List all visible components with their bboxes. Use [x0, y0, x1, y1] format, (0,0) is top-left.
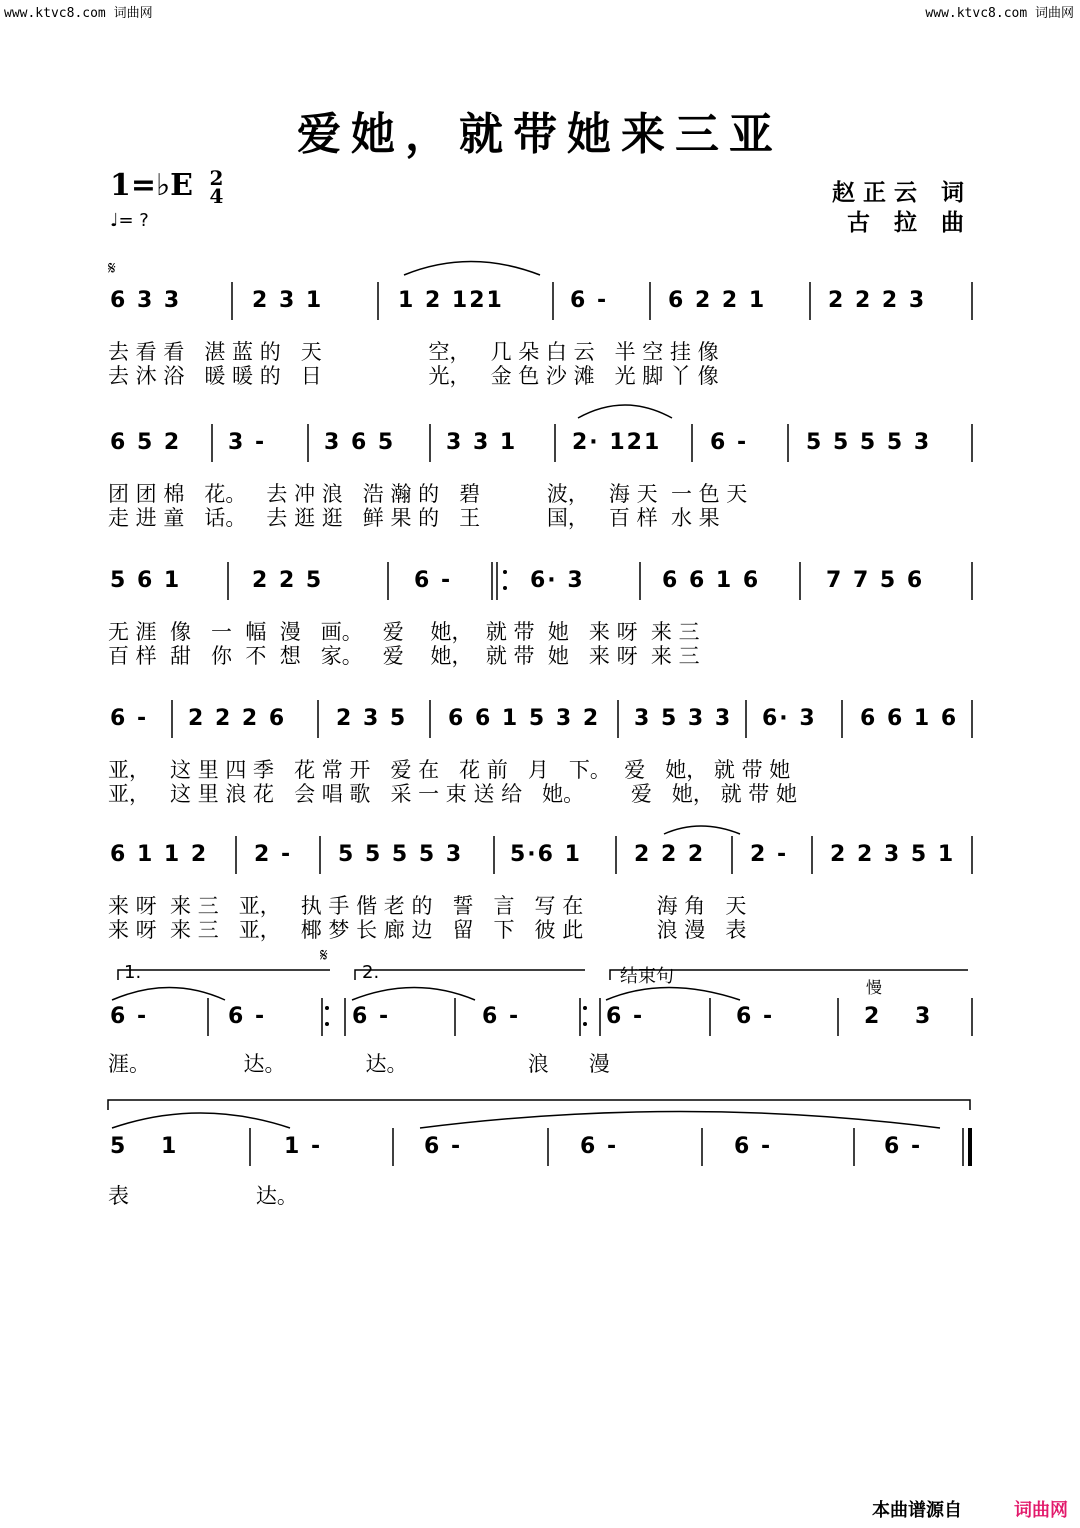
slur: [664, 826, 740, 834]
measure-2-3: 3 6 5: [324, 430, 396, 455]
measure-4-2: 2 2 2 6: [188, 706, 287, 731]
measure-5-5: 2 2 2: [634, 842, 706, 867]
measure-5-3: 5 5 5 5 3: [338, 842, 464, 867]
lyrics-verse-1-line-2: 团 团 棉 花。 去 冲 浪 浩 瀚 的 碧 波， 海 天 一 色 天: [108, 482, 748, 506]
measure-7-6: 6 -: [884, 1134, 923, 1159]
measure-6-7: 2 3: [864, 1004, 945, 1029]
measure-6-4: 6 -: [482, 1004, 521, 1029]
measure-6-6: 6 -: [736, 1004, 775, 1029]
lyrics-verse-2-line-3: 百 样 甜 你 不 想 家。 爱 她， 就 带 她 来 呀 来 三: [108, 644, 700, 668]
lyrics-line-6: 涯。 达。 达。 浪 漫: [108, 1052, 610, 1076]
measure-6-5: 6 -: [606, 1004, 645, 1029]
measure-6-2: 6 -: [228, 1004, 267, 1029]
measure-5-1: 6 1 1 2: [110, 842, 209, 867]
footer-source: 本曲谱源自: [872, 1500, 962, 1521]
lyrics-verse-1-line-5: 来 呀 来 三 亚， 执 手 偕 老 的 誓 言 写 在 海 角 天: [108, 894, 747, 918]
lyrics-verse-1-line-3: 无 涯 像 一 幅 漫 画。 爱 她， 就 带 她 来 呀 来 三: [108, 620, 700, 644]
measure-7-4: 6 -: [580, 1134, 619, 1159]
measure-2-4: 3 3 1: [446, 430, 518, 455]
measure-6-1: 6 -: [110, 1004, 149, 1029]
measure-4-4: 6 6 1 5 3 2: [448, 706, 601, 731]
composer-credit: 古 拉 曲: [846, 209, 972, 236]
measure-3-6: 7 7 5 6: [826, 568, 925, 593]
measure-7-1: 5 1: [110, 1134, 191, 1159]
lyricist-credit: 赵正云 词: [831, 179, 972, 206]
measure-1-2: 2 3 1: [252, 288, 324, 313]
measure-5-4: 5·6 1: [510, 842, 582, 867]
repeat-dot: [503, 586, 507, 590]
watermark-left: www.ktvc8.com 词曲网: [4, 6, 153, 21]
measure-1-6: 2 2 2 3: [828, 288, 927, 313]
time-top: 2: [209, 166, 224, 190]
measure-3-5: 6 6 1 6: [662, 568, 761, 593]
slur: [578, 405, 672, 418]
time-bottom: 4: [209, 184, 224, 208]
measure-1-3: 1 2 121: [398, 288, 504, 313]
measure-2-1: 6 5 2: [110, 430, 182, 455]
measure-3-1: 5 6 1: [110, 568, 182, 593]
ending-bracket-continued: [108, 1100, 970, 1110]
tie: [606, 988, 740, 1001]
lyrics-verse-2-line-2: 走 进 童 话。 去 逛 逛 鲜 果 的 王 国， 百 样 水 果: [108, 506, 720, 530]
measure-5-6: 2 -: [750, 842, 789, 867]
measure-7-3: 6 -: [424, 1134, 463, 1159]
measure-2-6: 6 -: [710, 430, 749, 455]
measure-4-5: 3 5 3 3: [634, 706, 733, 731]
measure-4-7: 6 6 1 6: [860, 706, 959, 731]
key-label: 1=♭E: [110, 168, 194, 203]
slow-tempo-mark: 慢: [866, 978, 883, 997]
volta-bracket-1: [118, 970, 330, 980]
measure-6-3: 6 -: [352, 1004, 391, 1029]
lyrics-verse-2-line-1: 去 沐 浴 暖 暖 的 日 光， 金 色 沙 滩 光 脚 丫 像: [108, 364, 719, 388]
repeat-dot: [325, 1022, 329, 1026]
measure-7-5: 6 -: [734, 1134, 773, 1159]
measure-5-7: 2 2 3 5 1: [830, 842, 956, 867]
tie: [420, 1112, 940, 1129]
repeat-dot: [583, 1022, 587, 1026]
volta-1-label: 1.: [124, 962, 142, 983]
tie: [112, 1113, 290, 1128]
measure-2-2: 3 -: [228, 430, 267, 455]
tie: [352, 988, 475, 1001]
lyrics-verse-2-line-5: 来 呀 来 三 亚， 椰 梦 长 廊 边 留 下 彼 此 浪 漫 表: [108, 918, 747, 942]
measure-1-4: 6 -: [570, 288, 609, 313]
repeat-dot: [583, 1006, 587, 1010]
lyrics-verse-1-line-4: 亚， 这 里 四 季 花 常 开 爱 在 花 前 月 下。 爱 她， 就 带 她: [108, 758, 791, 782]
page-title: 爱她，就带她来三亚: [297, 109, 783, 160]
measure-4-6: 6· 3: [762, 706, 817, 731]
segno-sign: 𝄋: [108, 258, 116, 279]
measure-1-1: 6 3 3: [110, 288, 182, 313]
repeat-dot: [325, 1006, 329, 1010]
watermark-right: www.ktvc8.com 词曲网: [925, 6, 1074, 21]
measure-7-2: 1 -: [284, 1134, 323, 1159]
measure-4-1: 6 -: [110, 706, 149, 731]
volta-bracket-2: [355, 970, 585, 980]
measure-5-2: 2 -: [254, 842, 293, 867]
lyrics-verse-1-line-1: 去 看 看 湛 蓝 的 天 空， 几 朵 白 云 半 空 挂 像: [108, 340, 719, 364]
volta-2-label: 2.: [362, 962, 380, 983]
measure-3-3: 6 -: [414, 568, 453, 593]
measure-3-2: 2 2 5: [252, 568, 324, 593]
measure-2-5: 2· 121: [572, 430, 662, 455]
tempo-mark: ♩= ?: [110, 210, 149, 231]
slur: [404, 262, 540, 276]
measure-2-7: 5 5 5 5 3: [806, 430, 932, 455]
repeat-dot: [503, 570, 507, 574]
segno-sign-2: 𝄋: [320, 945, 328, 966]
measure-3-4: 6· 3: [530, 568, 585, 593]
measure-1-5: 6 2 2 1: [668, 288, 767, 313]
lyrics-verse-2-line-4: 亚， 这 里 浪 花 会 唱 歌 采 一 束 送 给 她。 爱 她， 就 带 她: [108, 782, 797, 806]
lyrics-line-7: 表 达。: [108, 1184, 298, 1208]
measure-4-3: 2 3 5: [336, 706, 408, 731]
footer-site-link[interactable]: 词曲网: [1014, 1500, 1068, 1521]
ending-label: 结束句: [620, 966, 674, 987]
